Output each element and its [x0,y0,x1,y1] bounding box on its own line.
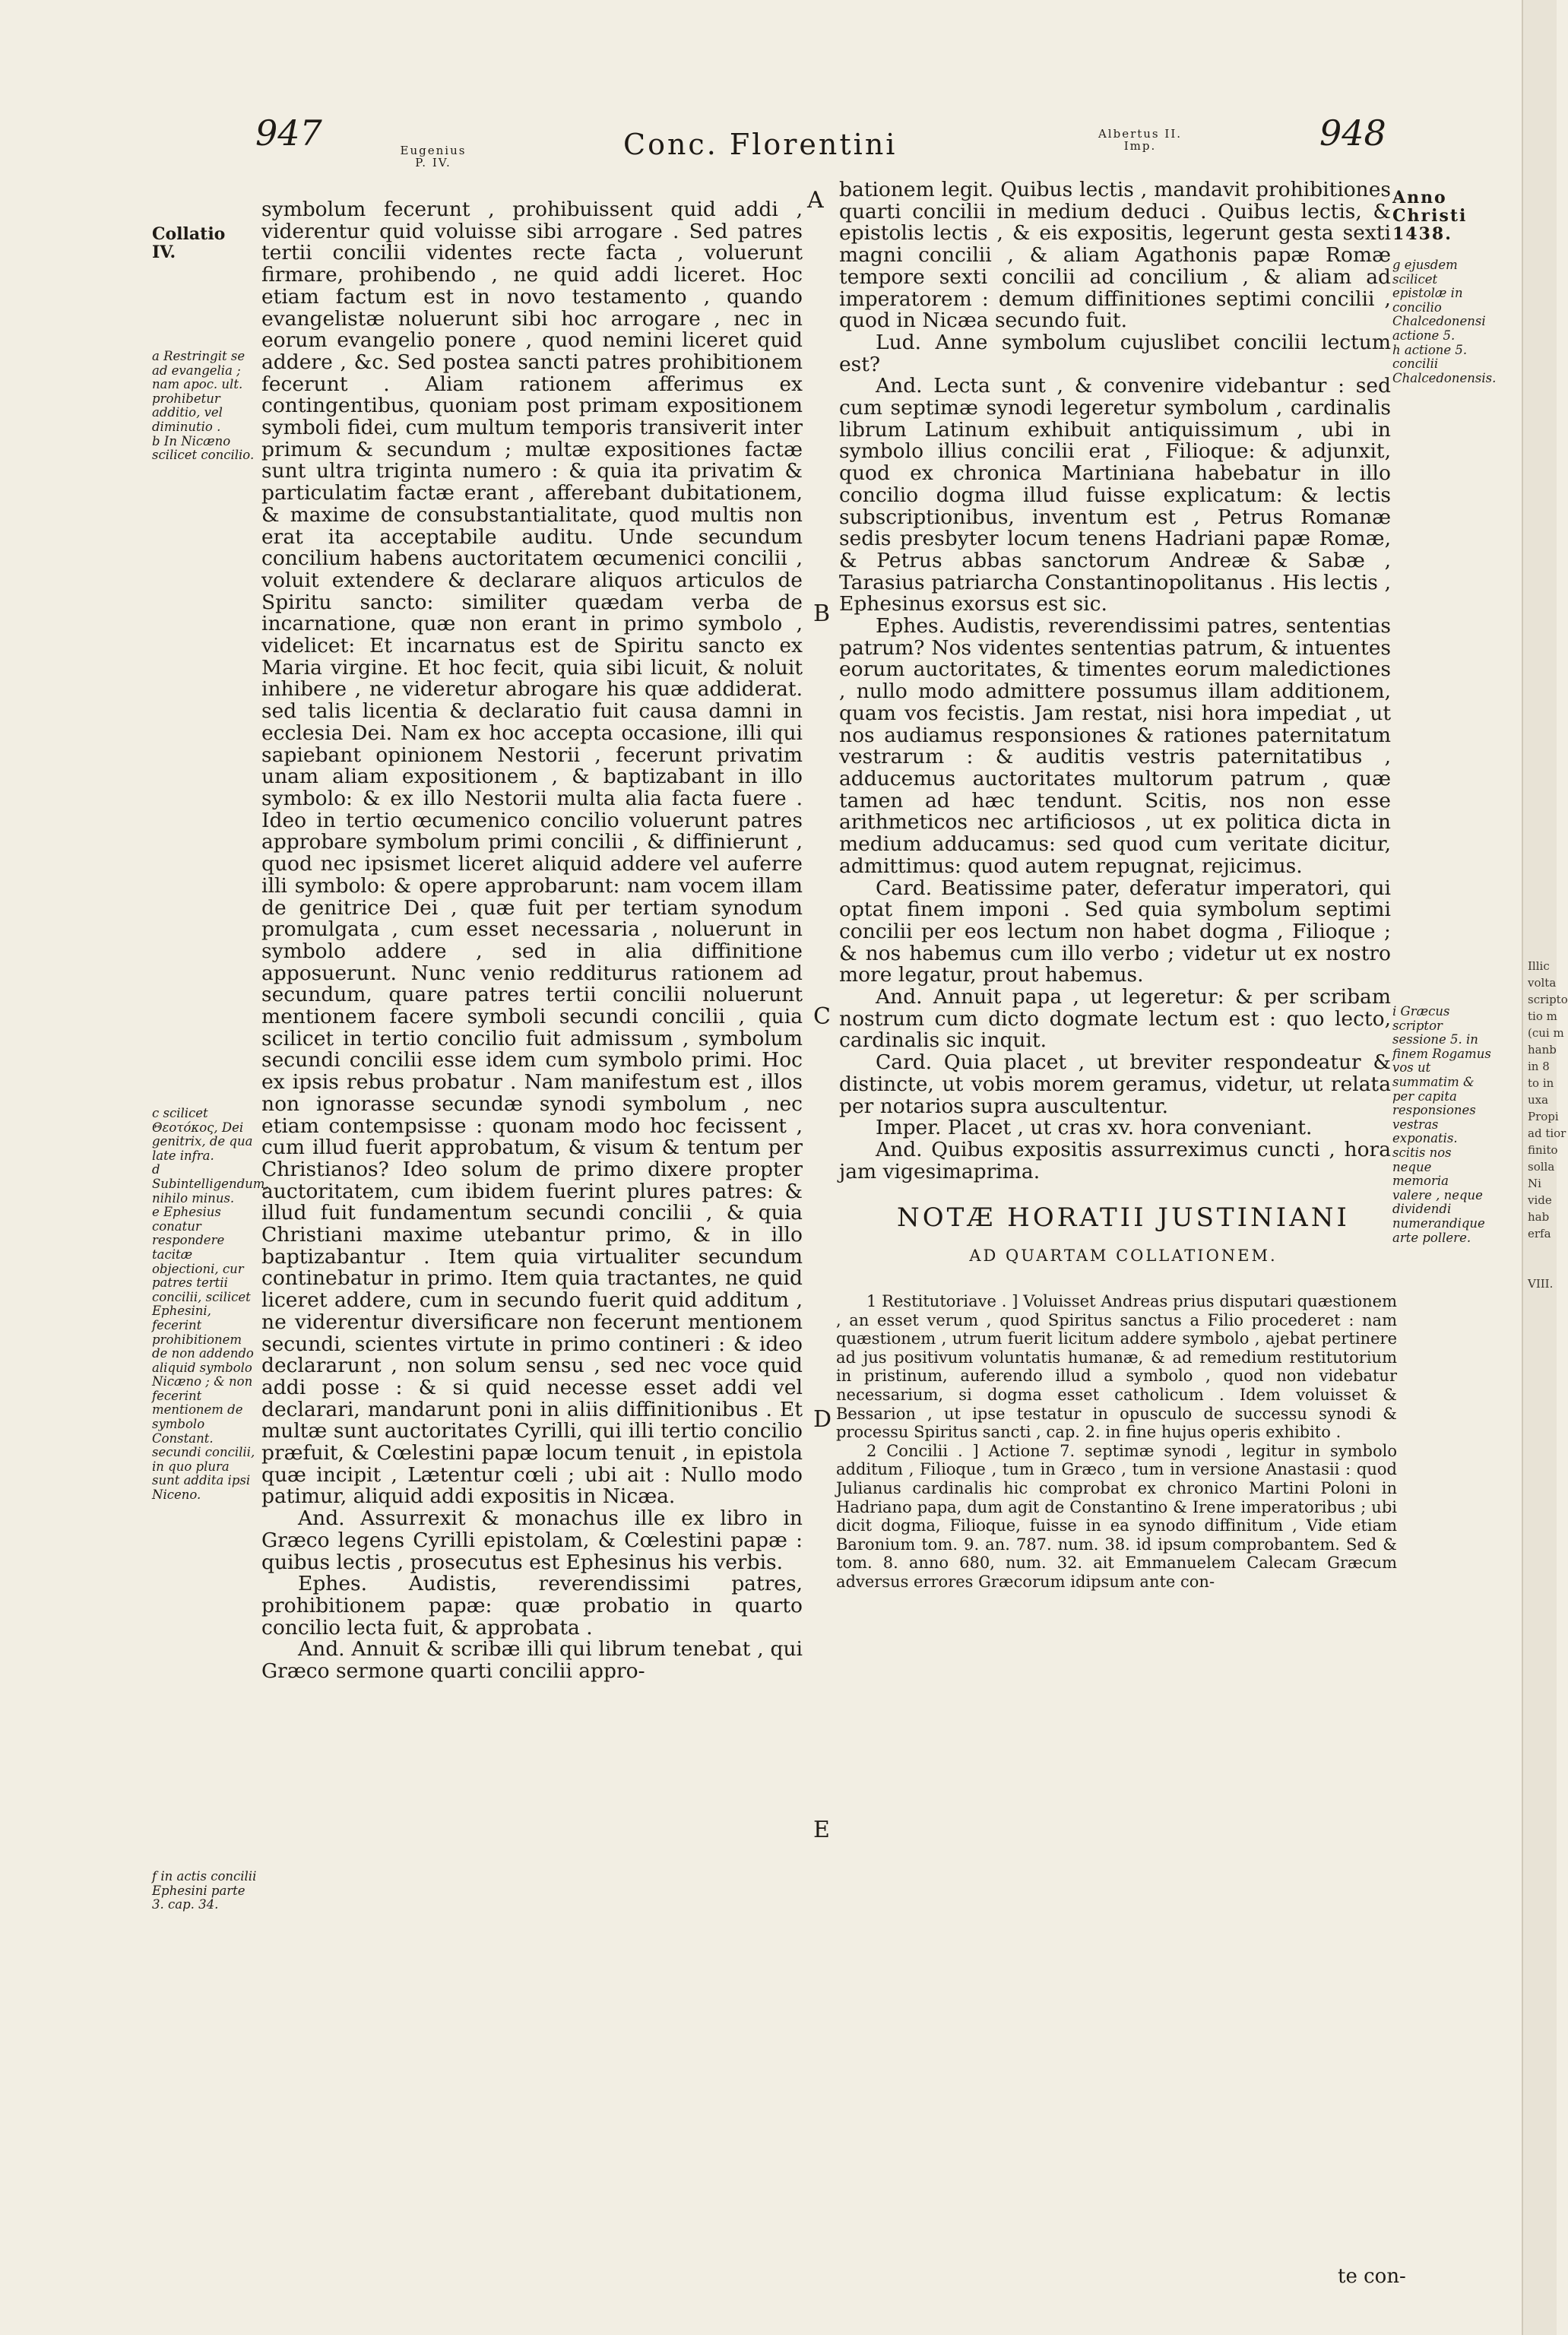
paragraph: Ephes. Audistis, reverendissimi patres, prohibitionem papæ: quæ probatio in quarto concilio lecta fuit, & approbata . [261,1572,803,1640]
notes-title: NOTÆ HORATII JUSTINIANI [897,1202,1350,1233]
margin-note-a: a Restringit se ad evangelia ; nam apoc. ult. prohibetur additio, vel diminutio . b In Nicæno scilicet concilio. [152,349,255,463]
margin-note-g: g ejusdem scilicet epistolæ in concilio Chalcedonensi actione 5. h actione 5. concilii Chalcedonensis. [1392,258,1497,385]
margin-note-i: i Græcus scriptor sessione 5. in finem Rogamus vos ut summatim & per capita responsiones vestras exponatis. scitis nos neque memoria valere , neque dividendi numerandique arte pollere. [1392,1004,1491,1245]
left-column [261,199,803,1683]
paragraph: And. Annuit papa , ut legeretur: & per scribam nostrum cum dicto dogmate lectum est : quo lecto, cardinalis sic inquit. [839,985,1391,1053]
section-letter: B [813,600,831,627]
margin-anno: Anno Christi 1438. [1392,188,1468,244]
running-head-right: Albertus II. Imp. [1098,127,1183,153]
paragraph: And. Annuit & scribæ illi qui librum tenebat , qui Græco sermone quarti concilii appro- [261,1637,803,1684]
section-letter: E [813,1817,830,1843]
note-item: 2 Concilii . ] Actione 7. septimæ synodi , legitur in symbolo additum , Filioque , tum in Græco , tum in versione Anastasii : quod Julianus cardinalis hic comprobat ex chronico Martini Poloni in Hadriano papa, dum agit de Constantino & Irene imperatoribus ; ubi dicit dogma, Filioque, fuisse in ea synodo diffinitum , Vide etiam Baronium tom. 9. an. 787. num. 38. id ipsum comprobantem. Sed & tom. 8. anno 680, num. 32. ait Emmanuelem Calecam Græcum adversus errores Græcorum idipsum ante con- [836,1441,1397,1591]
paragraph: Ephes. Audistis, reverendissimi patres, sententias patrum? Nos videntes sententias patrum, & intuentes eorum auctoritates, & timentes eorum maledictiones , nullo modo admittere possumus illam additionem, quam vos fecistis. Jam restat, nisi hora impediat , ut nos audiamus responsiones & rationes paternitatum vestrarum : & auditis vestris paternitatibus , adducemus auctoritates multorum patrum , quæ tamen ad hæc tendunt. Scitis, nos non esse arithmeticos nec artificiosos , ut ex politica dicta in medium adducamus: sed quod cum veritate dicitur, admittimus: quod autem repugnat, rejicimus. [839,614,1391,878]
margin-note-c: c scilicet Θεοτόκος, Dei genitrix, de qua late infra. d Subintelligendum, nihilo minus. e Ephesius conatur respondere tacitæ objectioni, cur patres tertii concilii, scilicet Ephesini, fecerint prohibitionem de non addendo aliquid symbolo Nicæno ; & non fecerint mentionem de symbolo Constant. secundi concilii, in quo plura sunt addita ipsi Niceno. [152,1106,269,1503]
paragraph: And. Quibus expositis assurreximus cuncti , hora jam vigesimaprima. [839,1137,1391,1183]
page-number-right: 948 [1319,112,1386,154]
running-head-left: Eugenius P. IV. [400,144,467,170]
notes-block [836,1292,1397,1592]
edge-fragments: Illic volta scripto tio m (cui m hanb in 8 to in uxa Propi ad tior finito solla Ni vide hab erfa VIII. [1528,959,1568,1291]
page-title: Conc. Florentini [623,128,898,161]
section-letter: A [807,187,824,214]
page-number-left: 947 [255,112,322,154]
paragraph: And. Lecta sunt , & convenire videbantur : sed cum septimæ synodi legeretur symbolum , cardinalis librum Latinum exhibuit antiquissimum , ubi in symbolo illius concilii erat , Filioque: & adjunxit, quod ex chronica Martiniana habebatur in illo concilio dogma illud fuisse explicatum: & lectis subscriptionibus, inventum est , Petrus Romanæ sedis presbyter locum tenens Hadriani papæ Romæ, & Petrus abbas sanctorum Andreæ & Sabæ , Tarasius patriarcha Constantinopolitanus . His lectis , Ephesinus exorsus est sic. [839,374,1391,616]
paragraph: bationem legit. Quibus lectis , mandavit prohibitiones quarti concilii in medium deduci . Quibus lectis, & epistolis lectis , & eis expositis, legerunt gesta sexti magni concilii , & aliam Agathonis papæ Romæ tempore sexti concilii ad concilium , & aliam ad imperatorem : demum diffinitiones septimi concilii , quod in Nicæa secundo fuit. [839,178,1391,333]
section-letter: D [813,1406,832,1433]
paragraph: Card. Beatissime pater, deferatur imperatori, qui optat finem imponi . Sed quia symbolum septimi concilii per eos lectum non habet dogma , Filioque ; & nos habemus cum illo verbo ; videtur ut ex nostro more legatur, prout habemus. [839,876,1391,987]
paragraph: Imper. Placet , ut cras xv. hora conveniant. [876,1116,1313,1140]
paragraph: Card. Quia placet , ut breviter respondeatur & distincte, ut vobis morem geramus, videtur, ut relata per notarios supra auscultentur. [839,1050,1391,1118]
paragraph: Lud. Anne symbolum cujuslibet concilii lectum est? [839,330,1391,376]
margin-note-f: f in actis concilii Ephesini parte 3. cap. 34. [152,1869,257,1912]
adjacent-page-edge [1522,0,1568,2335]
section-letter: C [813,1003,831,1030]
paragraph: And. Assurrexit & monachus ille ex libro in Græco legens Cyrilli epistolam, & Cœlestini papæ : quibus lectis , prosecutus est Ephesinus his verbis. [261,1507,803,1574]
notes-subtitle: AD QUARTAM COLLATIONEM. [969,1247,1278,1265]
margin-collatio: Collatio IV. [152,224,226,262]
right-column [839,179,1391,1183]
catchword: te con- [1338,2265,1406,2288]
paragraph: symbolum fecerunt , prohibuissent quid addi , viderentur quid voluisse sibi arrogare . Sed patres tertii concilii videntes recte facta , voluerunt firmare, prohibendo , ne quid addi liceret. Hoc etiam factum est in novo testamento , quando evangelistæ noluerunt sibi hoc arrogare , nec in eorum evangelio ponere , quod nemini liceret quid addere , &c. Sed postea sancti patres prohibitionem fecerunt . Aliam rationem afferimus ex contingentibus, quoniam post primam expositionem symboli fidei, cum multum temporis transiverit inter primum & secundum ; multæ expositiones factæ sunt ultra triginta numero : & quia ita privatim & particulatim factæ erant , afferebant dubitationem, & maxime de consubstantialitate, quod multis non erat ita acceptabile auditu. Unde secundum concilium habens auctoritatem œcumenici concilii , voluit extendere & declarare aliquos articulos de Spiritu sancto: similiter quædam verba de incarnatione, quæ non erant in primo symbolo , videlicet: Et incarnatus est de Spiritu sancto ex Maria virgine. Et hoc fecit, quia sibi licuit, & noluit inhibere , ne videretur abrogare his quæ addiderat. sed talis licentia & declaratio fuit causa damni in ecclesia Dei. Nam ex hoc accepta occasione, illi qui sapiebant opinionem Nestorii , fecerunt privatim unam aliam expositionem , & baptizabant in illo symbolo: & ex illo Nestorii multa alia facta fuere . Ideo in tertio œcumenico concilio voluerunt patres approbare symbolum primi concilii , & diffinierunt , quod nec ipsismet liceret aliquid addere vel auferre illi symbolo: & opere approbarunt: nam vocem illam de genitrice Dei , quæ fuit per tertiam synodum promulgata , cum esset necessaria , noluerunt in symbolo addere , sed in alia diffinitione apposuerunt. Nunc venio redditurus rationem ad secundum, quare patres tertii concilii noluerunt mentionem facere symboli secundi concilii , quia scilicet in tertio concilio fuit admissum , symbolum secundi concilii esse idem cum symbolo primi. Hoc ex ipsis rebus probatur . Nam manifestum est , illos non ignorasse secundæ synodi symbolum , nec etiam contempsisse : quonam modo hoc fecissent , cum illud fuerit approbatum, & visum & tentum per Christianos? Ideo solum de primo dixere propter auctoritatem, cum ibidem fuerint plures patres: & illud fuit fundamentum secundi concilii , & quia Christiani maxime utebantur primo, & in illo baptizabantur . Item quia virtualiter secundum continebatur in primo. Item quia tractantes, ne quid liceret addere, cum in secundo fuerit quid additum , ne viderentur diversificare non fecerunt mentionem secundi, scientes virtute in primo contineri : & ideo declararunt , non solum sensu , sed nec voce quid addi posse : & si quid necesse esset addi vel declarari, mandarunt poni in aliis diffinitionibus . Et multæ sunt auctoritates Cyrilli, qui illi tertio concilio præfuit, & Cœlestini papæ locum tenuit , in epistola quæ incipit , Lætentur cœli ; ubi ait : Nullo modo patimur, aliquid addi expositis in Nicæa. [261,198,803,1509]
note-item: 1 Restitutoriave . ] Voluisset Andreas prius disputari quæstionem , an esset verum , quod Spiritus sanctus a Filio procederet : nam quæstionem , utrum fuerit licitum addere symbolo , ajebat pertinere ad jus positivum voluntatis humanæ, & ad remedium restitutorium in pristinum, auferendo illud a symbolo , quod non videbatur necessarium, si dogma esset catholicum . Idem voluisset & Bessarion , ut ipse testatur in opusculo de successu synodi & processu Spiritus sancti , cap. 2. in fine hujus operis exhibito . [836,1292,1397,1442]
